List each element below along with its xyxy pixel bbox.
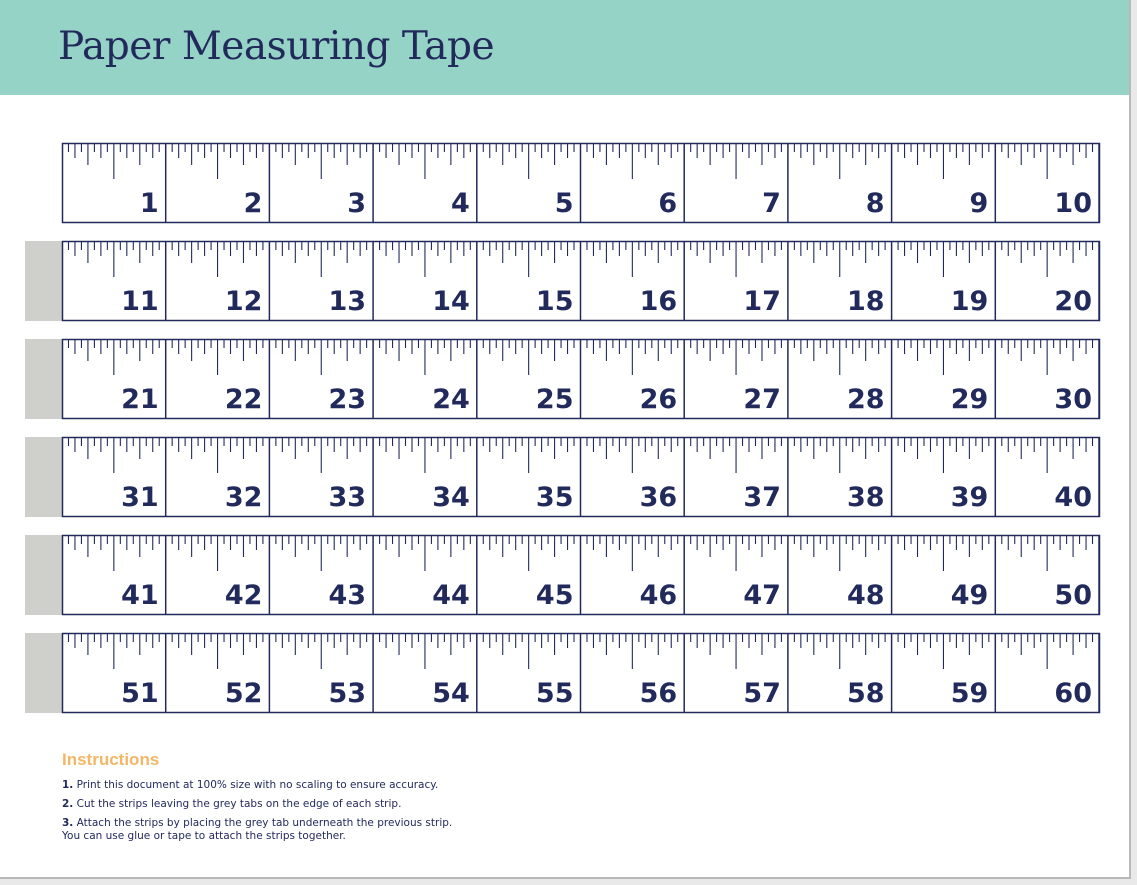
tape-number-label: 54 [432,678,470,709]
ruler-strip [0,241,1131,322]
ruler-strip [0,535,1131,616]
tape-number-label: 52 [224,678,263,709]
tape-number-label: 55 [535,678,574,709]
tape-number-label: 39 [950,482,989,513]
tape-number-label: 40 [1054,482,1092,513]
tape-number-label: 20 [1054,286,1092,317]
tape-number-label: 56 [639,678,678,709]
tape-number-label: 22 [224,384,263,415]
instructions-section [62,750,662,849]
tape-strip [0,241,1131,321]
tape-number-label: 33 [328,482,367,513]
tape-number-label: 47 [743,580,781,611]
tape-number-label: 34 [432,482,470,513]
tape-number-label: 10 [1054,188,1092,219]
tape-number-label: 9 [969,188,989,219]
tape-number-label: 17 [743,286,781,317]
tape-number-label: 21 [121,384,159,415]
tape-number-label: 12 [224,286,263,317]
instruction-step-1 [62,779,662,792]
tape-strip [0,437,1131,517]
instruction-step-2 [62,798,662,811]
ruler-strip [0,143,1131,224]
tape-number-label: 42 [224,580,263,611]
tape-number-label: 5 [554,188,574,219]
tape-number-label: 58 [847,678,885,709]
tape-number-label: 44 [432,580,470,611]
tape-number-label: 7 [762,188,781,219]
tape-number-label: 41 [121,580,159,611]
tape-number-label: 50 [1054,580,1092,611]
tape-number-label: 2 [243,188,263,219]
tape-number-label: 4 [451,188,470,219]
tape-number-label: 19 [950,286,989,317]
tape-number-label: 27 [743,384,781,415]
ruler-strip [0,339,1131,420]
tape-number-label: 38 [847,482,885,513]
instructions-heading: Instructions [62,750,160,769]
tape-number-label: 25 [535,384,574,415]
tape-number-label: 51 [121,678,159,709]
tape-number-label: 43 [328,580,367,611]
step-text: Cut the strips leaving the grey tabs on the edge of each strip. [76,798,402,810]
tape-number-label: 32 [224,482,263,513]
tape-number-label: 8 [865,188,885,219]
tape-number-label: 49 [950,580,989,611]
step-number: 2. [62,798,74,810]
ruler-strip [0,437,1131,518]
page-title: Paper Measuring Tape [58,24,495,69]
tape-number-label: 18 [847,286,885,317]
instruction-step-3 [62,817,662,843]
tape-number-label: 24 [432,384,470,415]
tape-number-label: 13 [328,286,367,317]
tape-strip [0,143,1131,223]
step-number: 3. [62,817,74,829]
tape-number-label: 30 [1054,384,1092,415]
tape-number-label: 37 [743,482,781,513]
tape-number-label: 31 [121,482,159,513]
tape-strip [0,633,1131,713]
tape-number-label: 15 [535,286,574,317]
tape-number-label: 57 [743,678,781,709]
tape-number-label: 6 [658,188,678,219]
step-number: 1. [62,779,74,791]
tape-number-label: 35 [535,482,574,513]
tape-number-label: 16 [639,286,678,317]
tape-number-label: 26 [639,384,678,415]
tape-number-label: 53 [328,678,367,709]
tape-strip [0,339,1131,419]
tape-number-label: 45 [535,580,574,611]
tape-strip [0,535,1131,615]
ruler-strip [0,633,1131,714]
tape-number-label: 48 [847,580,885,611]
step-text: Print this document at 100% size with no scaling to ensure accuracy. [76,779,439,791]
tape-number-label: 1 [139,188,159,219]
tape-number-label: 11 [121,286,159,317]
step-text: Attach the strips by placing the grey tab underneath the previous strip. You can use glue or tape to attach the strips together. [62,817,453,842]
tape-number-label: 60 [1054,678,1092,709]
tape-number-label: 29 [950,384,989,415]
tape-number-label: 59 [950,678,989,709]
tape-number-label: 36 [639,482,678,513]
tape-number-label: 46 [639,580,678,611]
header-banner [0,0,1131,95]
tape-number-label: 3 [347,188,367,219]
tape-number-label: 14 [432,286,470,317]
tape-number-label: 28 [847,384,885,415]
tape-number-label: 23 [328,384,367,415]
